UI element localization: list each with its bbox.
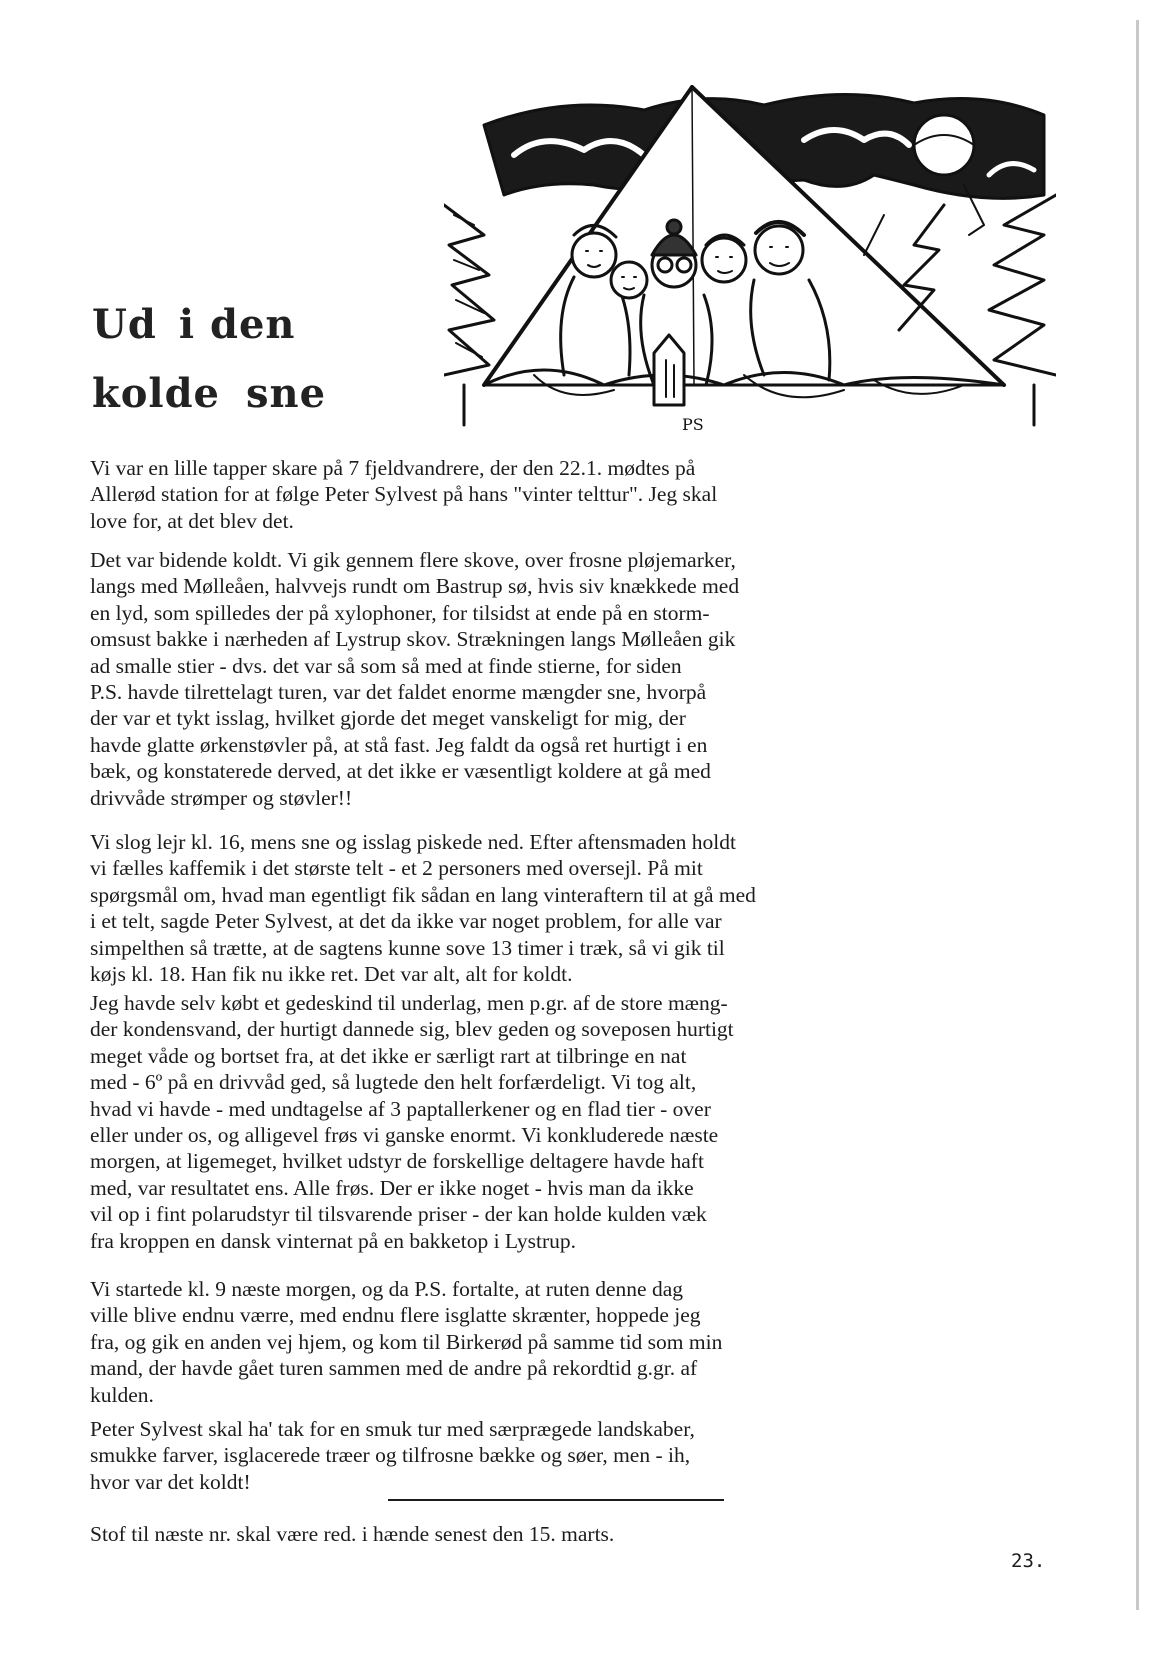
- text-line: morgen, at ligemeget, hvilket udstyr de forskellige deltagere havde haft: [90, 1149, 704, 1174]
- text-line: simpelthen så trætte, at de sagtens kunne sove 13 timer i træk, så vi gik til: [90, 935, 725, 960]
- illustration-initials: PS: [682, 415, 704, 434]
- title-word-sne: sne: [246, 370, 327, 417]
- article-title-line-2: [92, 370, 326, 417]
- paragraph-6: [90, 1416, 1070, 1495]
- text-line: Allerød station for at følge Peter Sylvest på hans "vinter telttur". Jeg skal: [90, 482, 718, 507]
- text-line: drivvåde strømper og støvler!!: [90, 785, 353, 810]
- text-line: der var et tykt isslag, hvilket gjorde det meget vanskeligt for mig, der: [90, 706, 686, 731]
- text-line: ad smalle stier - dvs. det var så som så med at finde stierne, for siden: [90, 653, 682, 678]
- text-line: i et telt, sagde Peter Sylvest, at det da ikke var noget problem, for alle var: [90, 909, 722, 934]
- text-line: vil op i fint polarudstyr til tilsvarende priser - der kan holde kulden væk: [90, 1202, 707, 1227]
- text-line: Peter Sylvest skal ha' tak for en smuk tur med særprægede landskaber,: [90, 1417, 695, 1441]
- text-line: kulden.: [90, 1382, 154, 1407]
- text-line: spørgsmål om, hvad man egentligt fik sådan en lang vinteraftern til at gå med: [90, 882, 756, 907]
- deadline-note: Stof til næste nr. skal være red. i hænde senest den 15. marts.: [90, 1522, 615, 1546]
- paragraph-4: [90, 990, 1070, 1254]
- title-word-ud: Ud: [92, 301, 157, 348]
- text-line: vi fælles kaffemik i det største telt - et 2 personers med oversejl. På mit: [90, 856, 703, 881]
- text-line: med - 6º på en drivvåd ged, så lugtede den helt forfærdeligt. Vi tog alt,: [90, 1070, 697, 1095]
- paragraph-5: [90, 1276, 1070, 1408]
- title-word-kolde: kolde: [92, 370, 221, 417]
- text-line: Jeg havde selv købt et gedeskind til underlag, men p.gr. af de store mæng-: [90, 991, 728, 1015]
- text-line: Vi startede kl. 9 næste morgen, og da P.S. fortalte, at ruten denne dag: [90, 1277, 684, 1301]
- article-title-line-1: [92, 301, 295, 348]
- text-line: hvad vi havde - med undtagelse af 3 paptallerkener og en flad tier - over: [90, 1096, 711, 1121]
- signature-separator-line: [388, 1499, 724, 1501]
- text-line: smukke farver, isglacerede træer og tilfrosne bække og søer, men - ih,: [90, 1443, 691, 1468]
- text-line: eller under os, og alligevel frøs vi ganske enormt. Vi konkluderede næste: [90, 1123, 719, 1148]
- text-line: meget våde og bortset fra, at det ikke er særligt rart at tilbringe en nat: [90, 1043, 687, 1068]
- text-line: med, var resultatet ens. Alle frøs. Der er ikke noget - hvis man da ikke: [90, 1175, 694, 1200]
- text-line: havde glatte ørkenstøvler på, at stå fast. Jeg faldt da også ret hurtigt i en: [90, 732, 708, 757]
- text-line: love for, at det blev det.: [90, 508, 294, 533]
- text-line: Vi slog lejr kl. 16, mens sne og isslag piskede ned. Efter aftensmaden holdt: [90, 830, 736, 854]
- text-line: der kondensvand, der hurtigt dannede sig, blev geden og soveposen hurtigt: [90, 1017, 734, 1042]
- title-words-i-den: i den: [178, 301, 296, 348]
- text-line: Det var bidende koldt. Vi gik gennem flere skove, over frosne pløjemarker,: [90, 548, 736, 572]
- text-line: Vi var en lille tapper skare på 7 fjeldvandrere, der den 22.1. mødtes på: [90, 456, 696, 480]
- page-number: 23.: [1011, 1550, 1046, 1572]
- text-line: ville blive endnu værre, med endnu flere isglatte skrænter, hoppede jeg: [90, 1303, 701, 1328]
- paragraph-3: [90, 829, 1070, 987]
- text-line: mand, der havde gået turen sammen med de andre på rekordtid g.gr. af: [90, 1356, 698, 1381]
- page-edge-line: [1136, 20, 1139, 1610]
- text-line: fra, og gik en anden vej hjem, og kom til Birkerød på samme tid som min: [90, 1329, 723, 1354]
- text-line: hvor var det koldt!: [90, 1469, 251, 1494]
- tent-campers-illustration: [444, 85, 1056, 441]
- text-line: langs med Mølleåen, halvvejs rundt om Bastrup sø, hvis siv knækkede med: [90, 574, 740, 599]
- text-line: P.S. havde tilrettelagt turen, var det faldet enorme mængder sne, hvorpå: [90, 680, 707, 705]
- text-line: køjs kl. 18. Han fik nu ikke ret. Det var alt, alt for koldt.: [90, 962, 573, 987]
- paragraph-1: [90, 455, 1070, 534]
- text-line: bæk, og konstaterede derved, at det ikke er væsentligt koldere at gå med: [90, 759, 711, 784]
- text-line: fra kroppen en dansk vinternat på en bakketop i Lystrup.: [90, 1228, 576, 1253]
- paragraph-2: [90, 547, 1070, 811]
- text-line: en lyd, som spilledes der på xylophoner, for tilsidst at ende på en storm-: [90, 600, 710, 625]
- text-line: omsust bakke i nærheden af Lystrup skov. Strækningen langs Mølleåen gik: [90, 627, 736, 652]
